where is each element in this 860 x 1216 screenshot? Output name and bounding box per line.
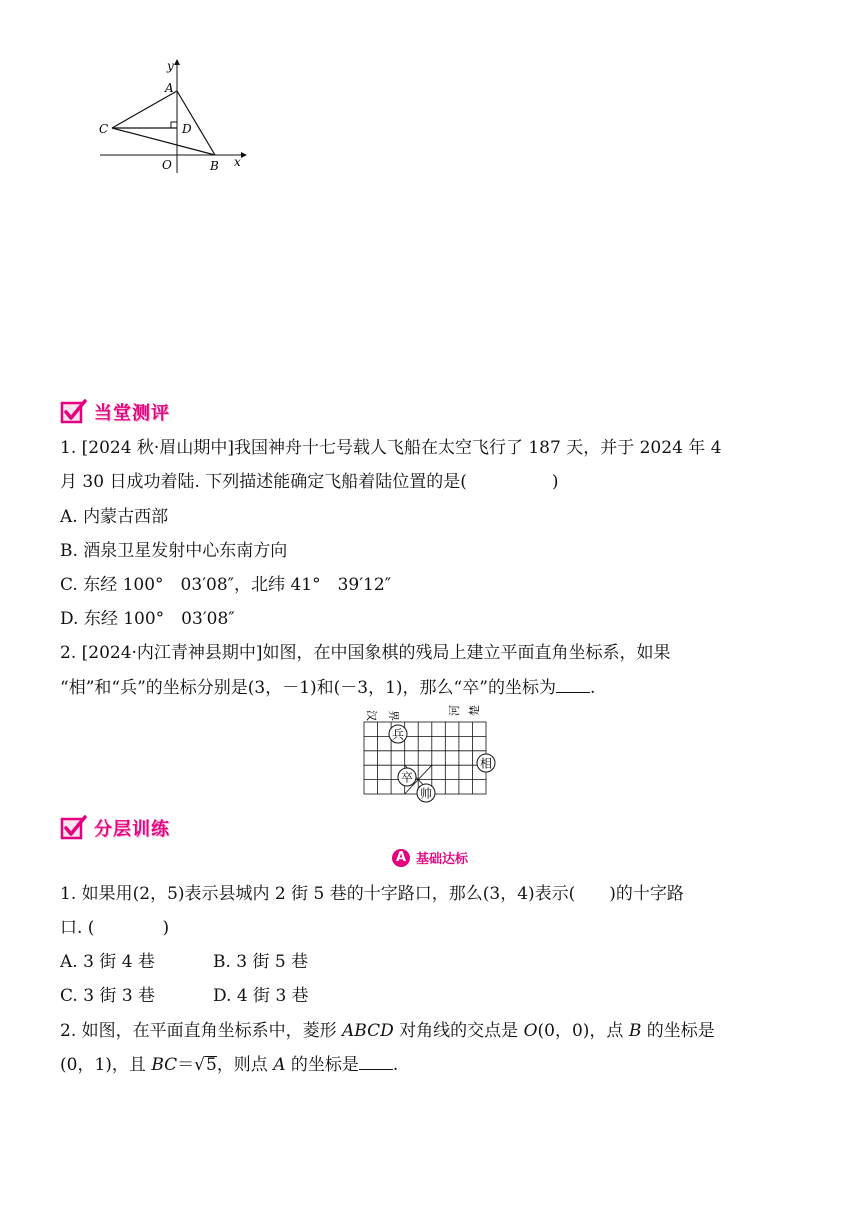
section-title: 当堂测评 (94, 403, 170, 424)
p1-option-c: C. 3 街 3 巷 (60, 986, 156, 1006)
q1-option-c: C. 东经 100° 03′08″，北纬 41° 39′12″ (60, 575, 392, 595)
sqrt-radicand: 5 (205, 1055, 217, 1075)
p1-stem-line2: 口. ( ) (60, 918, 170, 938)
p2-text: 的坐标是 (285, 1055, 359, 1075)
q1-stem-line1: 1. [2024 秋·眉山期中]我国神舟十七号载人飞船在太空飞行了 187 天，并于 2024 年 4 (60, 438, 722, 458)
p2-var-abcd: ABCD (342, 1021, 394, 1041)
q1-option-a: A. 内蒙古西部 (60, 507, 169, 527)
p2-text: (0，1)，且 (60, 1055, 152, 1075)
checkbox-icon (60, 814, 88, 842)
piece-shuai (417, 784, 435, 802)
section-header-current-test (60, 398, 170, 426)
p2-var-o: O (523, 1021, 538, 1041)
p2-text: 2. 如图，在平面直角坐标系中，菱形 (60, 1021, 343, 1041)
piece-zu (398, 768, 416, 786)
level-badge: A (392, 849, 410, 867)
x-axis-arrow (241, 152, 247, 158)
p1-option-d: D. 4 街 3 巷 (213, 986, 309, 1006)
q1-option-d: D. 东经 100° 03′08″ (60, 609, 235, 629)
y-axis-arrow (174, 59, 180, 65)
checkbox-icon (60, 398, 88, 426)
sqrt-sign: √ (194, 1055, 205, 1075)
piece-xiang-label: 相 (479, 756, 493, 771)
label-d: D (182, 122, 192, 136)
piece-bing (389, 725, 407, 743)
river-label-jie: 界 (387, 710, 400, 721)
p1-stem-line1: 1. 如果用(2，5)表示县城内 2 街 5 巷的十字路口，那么(3，4)表示( )的十字路 (60, 884, 684, 904)
section-title: 分层训练 (94, 819, 170, 840)
river-label-han: 汉 (365, 710, 378, 721)
piece-xiang (477, 754, 495, 772)
p2-stem-line2 (60, 1053, 398, 1077)
p1-option-b: B. 3 街 5 巷 (213, 952, 309, 972)
q2-stem-line1: 2. [2024·内江青神县期中]如图，在中国象棋的残局上建立平面直角坐标系，如果 (60, 643, 671, 663)
p2-text: 对角线的交点是 (393, 1021, 524, 1041)
segment-ca (112, 91, 177, 128)
label-b: B (210, 159, 219, 173)
river-label-he: 河 (448, 705, 461, 716)
q2-stem-line2 (60, 676, 595, 700)
label-c: C (99, 122, 109, 136)
board-grid (364, 722, 486, 794)
p2-var-a: A (273, 1055, 286, 1075)
label-x: x (234, 155, 241, 169)
piece-bing-label: 兵 (391, 727, 405, 742)
answer-blank (556, 676, 590, 693)
triangle-coordinate-figure (95, 55, 255, 180)
label-o: O (162, 158, 172, 172)
p2-text: . (392, 1055, 399, 1075)
right-angle-mark (171, 122, 177, 128)
label-a: A (165, 81, 174, 95)
p2-var-b: B (628, 1021, 642, 1041)
segment-cb (112, 128, 215, 155)
river-label-chu: 楚 (468, 705, 481, 716)
q1-stem-line2: 月 30 日成功着陆. 下列描述能确定飞船着陆位置的是( ) (60, 472, 559, 492)
section-header-layered-training (60, 814, 170, 842)
q2-stem-period: . (589, 678, 596, 698)
p2-text: ＝ (177, 1055, 195, 1075)
p2-var-bc: BC (151, 1055, 178, 1075)
p2-text: (0，0)，点 (537, 1021, 629, 1041)
piece-shuai-label: 帅 (419, 786, 433, 801)
p2-stem-line1 (60, 1019, 715, 1043)
p2-text: 的坐标是 (641, 1021, 715, 1041)
answer-blank (359, 1053, 393, 1070)
q1-option-b: B. 酒泉卫星发射中心东南方向 (60, 541, 288, 561)
chess-board-figure (358, 702, 500, 810)
label-y: y (167, 59, 174, 73)
p1-option-a: A. 3 街 4 巷 (60, 952, 155, 972)
piece-zu-label: 卒 (400, 770, 414, 785)
subsection-header (0, 848, 860, 867)
q2-stem-text: “相”和“兵”的坐标分别是(3，－1)和(－3，1)，那么“卒”的坐标为 (60, 678, 556, 698)
p2-text: ，则点 (216, 1055, 274, 1075)
subsection-title: 基础达标 (415, 852, 468, 867)
